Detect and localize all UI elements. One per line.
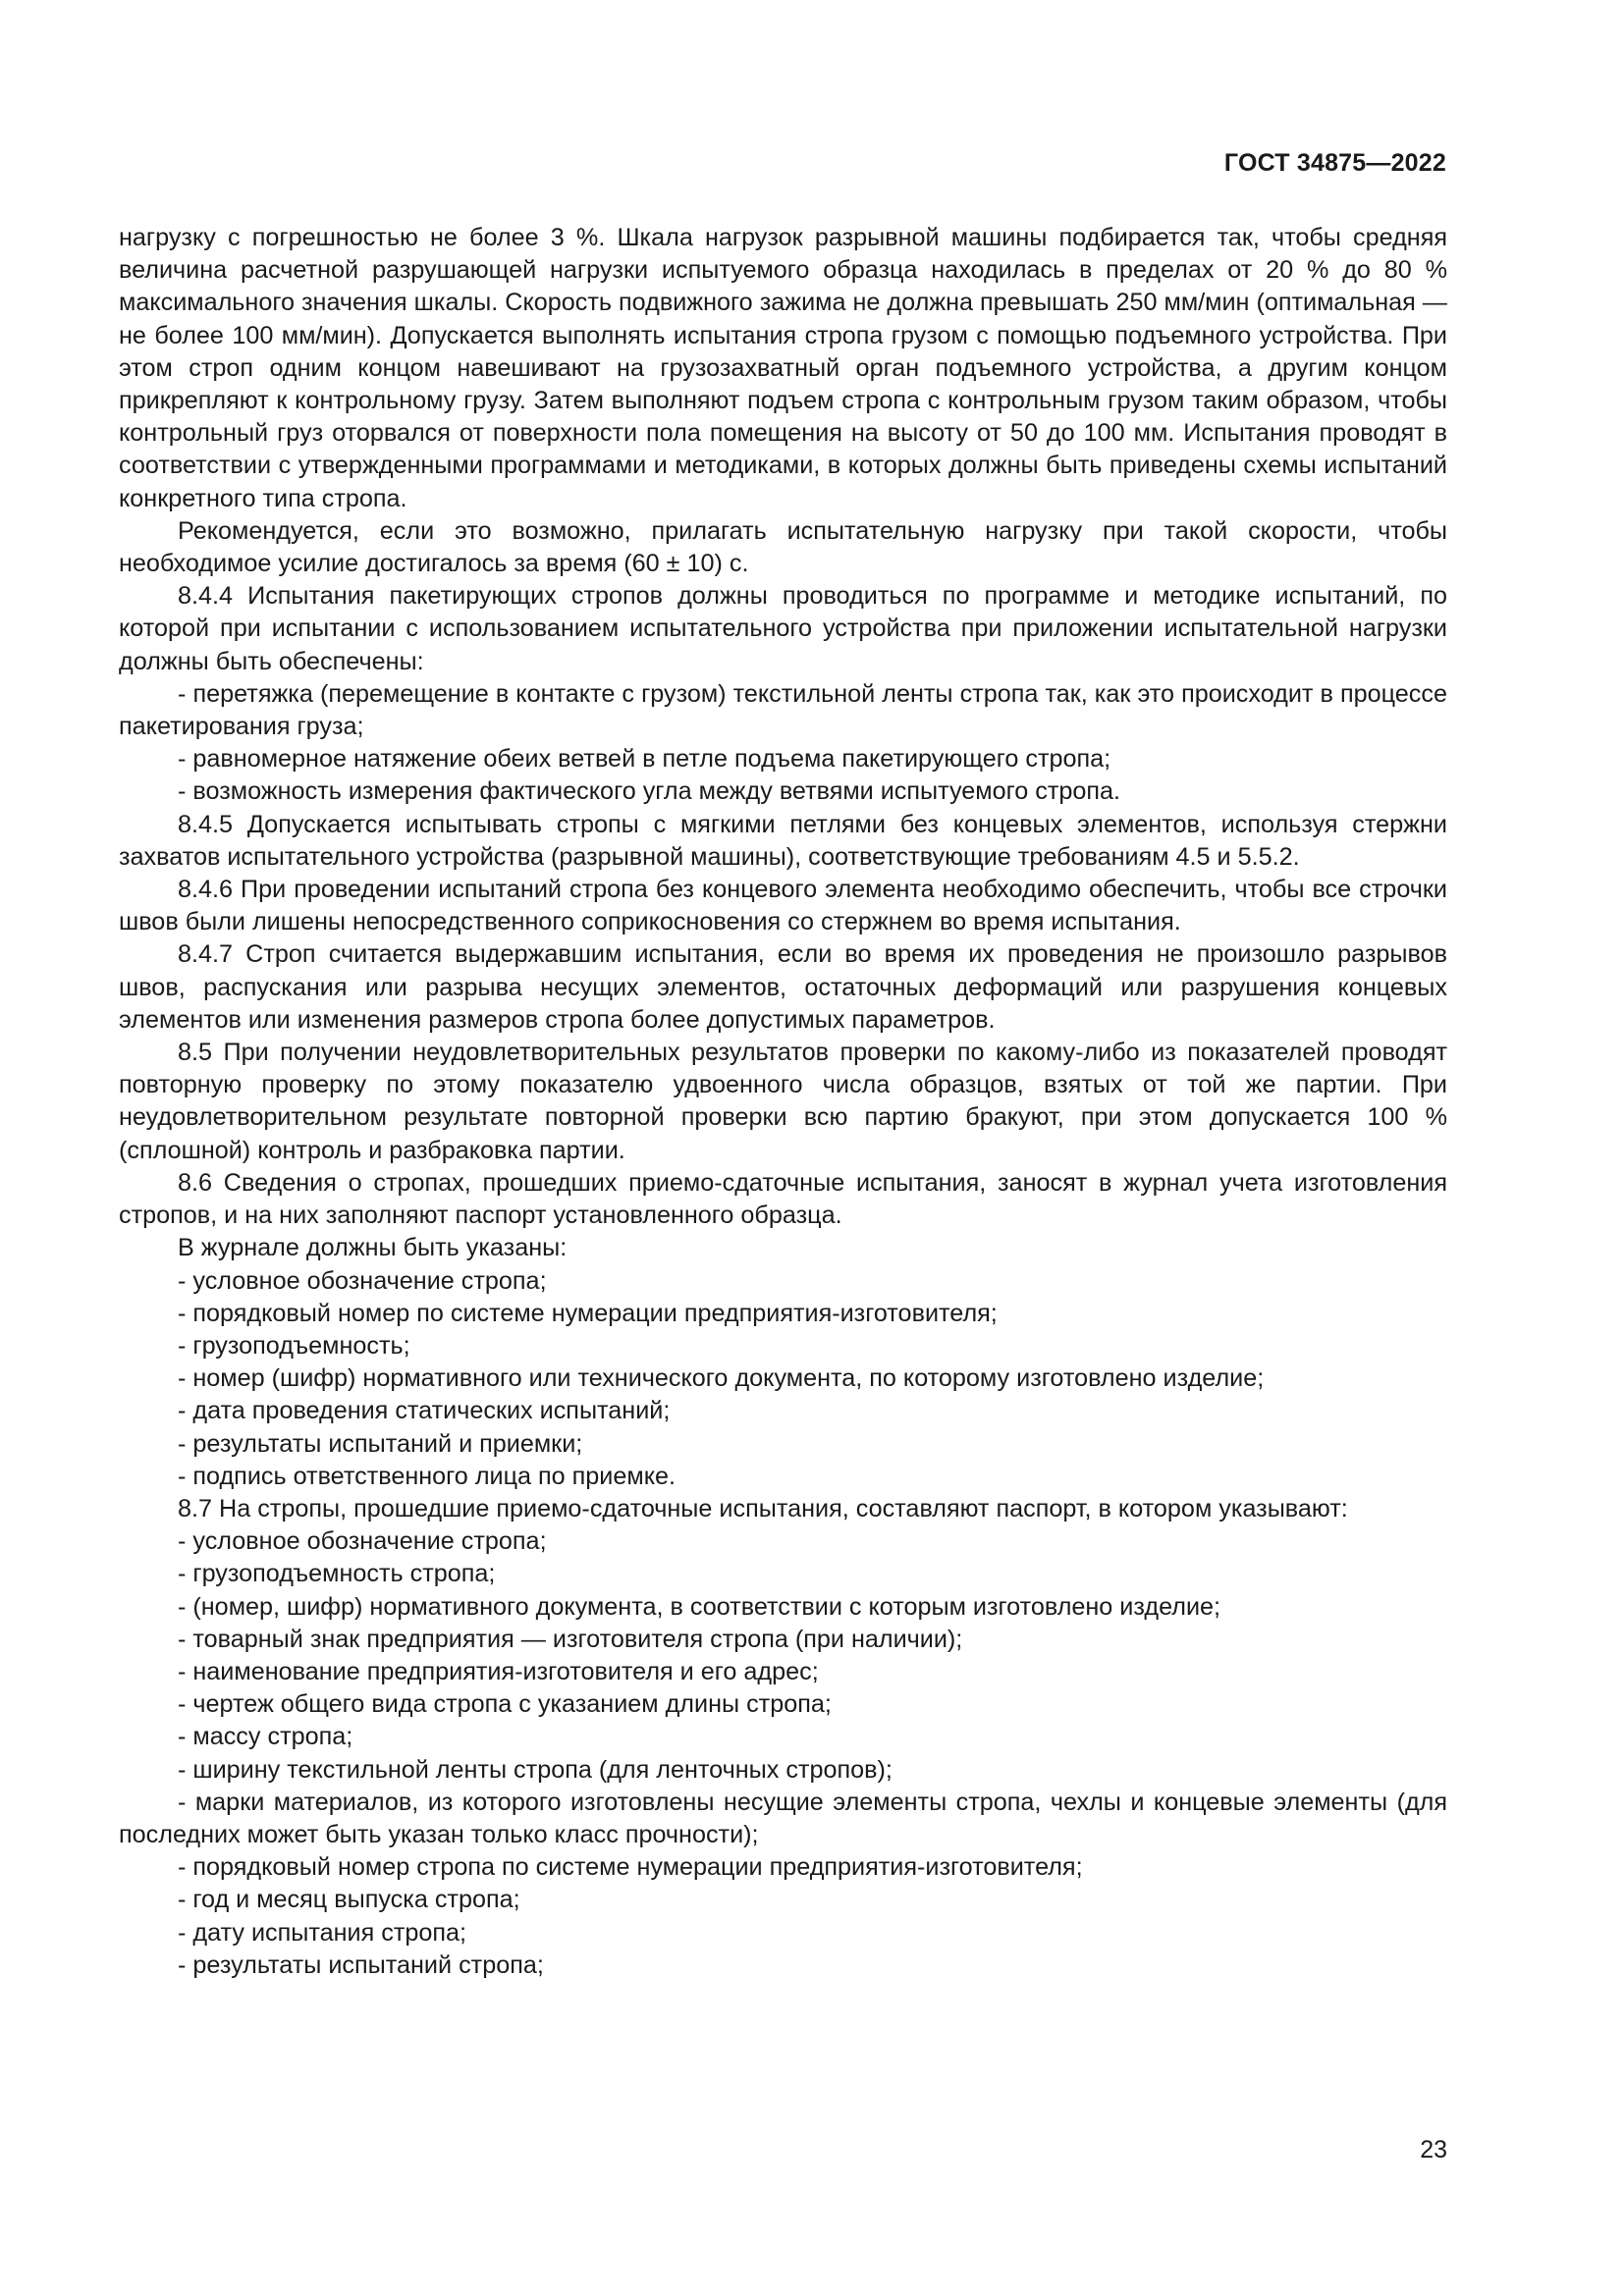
list-item: - результаты испытаний и приемки; <box>178 1429 583 1458</box>
paragraph: В журнале должны быть указаны: <box>178 1234 568 1262</box>
paragraph: 8.5 При получении неудовлетворительных результатов проверки по какому-либо из показателей проводят повторную проверку по этому показателю удвоенного числа образцов, взятых от той же партии. При неудовлетворительном результате повторной проверки всю партию бракуют, при этом допускается 100 % (сплошной) контроль и разбраковка партии. <box>119 1039 1447 1164</box>
paragraph: Рекомендуется, если это возможно, прилагать испытательную нагрузку при такой скорости, чтобы необходимое усилие достигалось за время (60 ± 10) с. <box>119 516 1447 578</box>
list-item: - равномерное натяжение обеих ветвей в петле подъема пакетирующего стропа; <box>178 745 1111 774</box>
list-item: - возможность измерения фактического угла между ветвями испытуемого стропа. <box>178 777 1121 806</box>
list-item: - порядковый номер стропа по системе нумерации предприятия-изготовителя; <box>178 1853 1083 1882</box>
list-item: - ширину текстильной ленты стропа (для ленточных стропов); <box>178 1755 893 1784</box>
list-item: - дату испытания стропа; <box>178 1918 467 1947</box>
list-item: - грузоподъемность; <box>178 1331 410 1360</box>
paragraph-continued: нагрузку с погрешностью не более 3 %. Шкала нагрузок разрывной машины подбирается так, чтобы средняя величина расчетной разрушающей нагрузки испытуемого образца находилась в пределах от 20 % до 80 % максимального значения шкалы. Скорость подвижного зажима не должна превышать 250 мм/мин (оптимальная — не более 100 мм/мин). Допускается выполнять испытания стропа грузом с помощью подъемного устройства. При этом строп одним концом навешивают на грузозахватный орган подъемного устройства, а другим концом прикрепляют к контрольному грузу. Затем выполняют подъем стропа с контрольным грузом таким образом, чтобы контрольный груз оторвался от поверхности пола помещения на высоту от 50 до 100 мм. Испытания проводят в соответствии с утвержденными программами и методиками, в которых должны быть приведены схемы испытаний конкретного типа стропа. <box>119 224 1447 512</box>
list-item: - результаты испытаний стропа; <box>178 1950 544 1979</box>
list-item: - грузоподъемность стропа; <box>178 1560 496 1588</box>
list-item: - условное обозначение стропа; <box>178 1266 547 1295</box>
list-item: - порядковый номер по системе нумерации предприятия-изготовителя; <box>178 1299 998 1327</box>
list-item: - номер (шифр) нормативного или технического документа, по которому изготовлено изделие; <box>178 1364 1265 1393</box>
list-item: - год и месяц выпуска стропа; <box>178 1886 520 1914</box>
list-item: - товарный знак предприятия — изготовителя стропа (при наличии); <box>178 1625 963 1653</box>
list-item: - марки материалов, из которого изготовлены несущие элементы стропа, чехлы и концевые элементы (для последних может быть указан только класс прочности); <box>119 1788 1447 1848</box>
paragraph: 8.4.7 Строп считается выдержавшим испытания, если во время их проведения не произошло разрывов швов, распускания или разрыва несущих элементов, остаточных деформаций или разрушения концевых элементов или изменения размеров стропа более допустимых параметров. <box>119 940 1447 1034</box>
list-item: - (номер, шифр) нормативного документа, в соответствии с которым изготовлено изделие; <box>178 1592 1221 1621</box>
paragraph: 8.4.4 Испытания пакетирующих стропов должны проводиться по программе и методике испытаний, по которой при испытании с использованием испытательного устройства при приложении испытательной нагрузки должны быть обеспечены: <box>119 582 1447 675</box>
list-item: - подпись ответственного лица по приемке. <box>178 1462 677 1490</box>
list-item: - дата проведения статических испытаний; <box>178 1397 671 1425</box>
page-number: 23 <box>1420 2136 1447 2163</box>
document-header-id: ГОСТ 34875—2022 <box>1223 149 1446 177</box>
list-item: - чертеж общего вида стропа с указанием длины стропа; <box>178 1690 832 1719</box>
paragraph: 8.4.6 При проведении испытаний стропа без концевого элемента необходимо обеспечить, чтобы все строчки швов были лишены непосредственного соприкосновения со стержнем во время испытания. <box>119 876 1447 936</box>
list-item: - перетяжка (перемещение в контакте с грузом) текстильной ленты стропа так, как это происходит в процессе пакетирования груза; <box>119 679 1447 741</box>
list-item: - наименование предприятия-изготовителя и его адрес; <box>178 1657 819 1685</box>
paragraph: 8.4.5 Допускается испытывать стропы с мягкими петлями без концевых элементов, используя стержни захватов испытательного устройства (разрывной машины), соответствующие требованиям 4.5 и 5.5.2. <box>119 810 1447 871</box>
paragraph: 8.7 На стропы, прошедшие приемо-сдаточные испытания, составляют паспорт, в котором указывают: <box>178 1494 1348 1522</box>
document-body <box>119 222 1447 1982</box>
paragraph: 8.6 Сведения о стропах, прошедших приемо-сдаточные испытания, заносят в журнал учета изготовления стропов, и на них заполняют паспорт установленного образца. <box>119 1168 1447 1230</box>
list-item: - массу стропа; <box>178 1723 353 1751</box>
list-item: - условное обозначение стропа; <box>178 1527 547 1556</box>
